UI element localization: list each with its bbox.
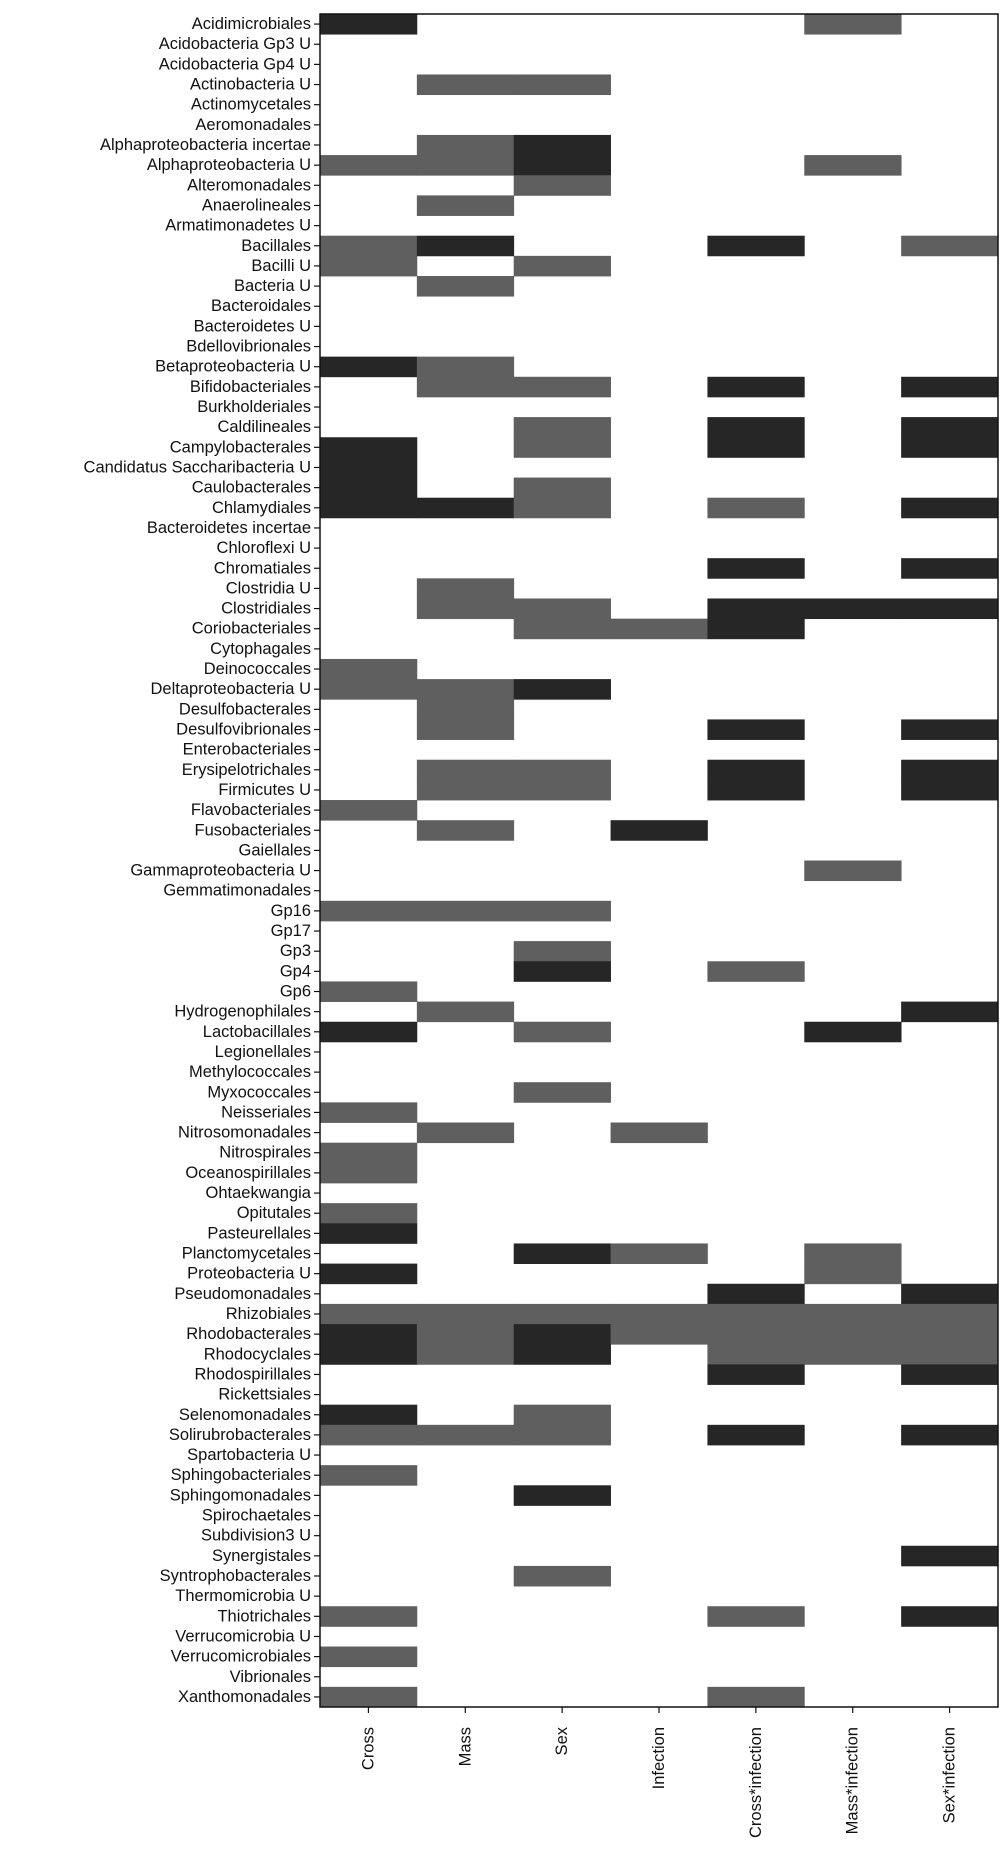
row-label: Bacteroidetes incertae <box>146 518 311 537</box>
heatmap-cell <box>514 941 611 962</box>
row-label: Nitrospirales <box>219 1143 311 1162</box>
row-label: Pasteurellales <box>207 1224 311 1243</box>
heatmap-cell <box>514 619 611 640</box>
row-label: Thiotrichales <box>217 1607 311 1626</box>
heatmap-cell <box>320 1304 417 1325</box>
row-label: Bacteroidetes U <box>193 317 311 336</box>
heatmap-cell <box>514 1082 611 1103</box>
heatmap-cell <box>514 1425 611 1446</box>
row-label: Syntrophobacterales <box>159 1566 311 1585</box>
heatmap-cell <box>707 377 804 398</box>
row-label: Bdellovibrionales <box>186 337 311 356</box>
heatmap-cell <box>417 598 514 619</box>
heatmap-cell <box>320 1102 417 1123</box>
heatmap-cell <box>901 1304 998 1325</box>
row-label: Anaerolineales <box>201 196 311 215</box>
row-label: Enterobacteriales <box>182 740 311 759</box>
row-label: Lactobacillales <box>202 1022 311 1041</box>
heatmap-cell <box>901 1284 998 1305</box>
heatmap-cell <box>320 236 417 257</box>
heatmap-cell <box>611 820 708 841</box>
heatmap-cell <box>320 256 417 277</box>
heatmap-cell <box>514 155 611 176</box>
heatmap-cell <box>901 760 998 781</box>
heatmap-cell <box>514 175 611 196</box>
row-label: Spartobacteria U <box>187 1446 311 1465</box>
column-label: Sex*infection <box>940 1727 959 1824</box>
heatmap-cell <box>417 820 514 841</box>
heatmap-cell <box>707 1324 804 1345</box>
heatmap-cell <box>417 155 514 176</box>
heatmap-cell <box>514 598 611 619</box>
row-label: Spirochaetales <box>201 1506 311 1525</box>
heatmap-cell <box>707 1284 804 1305</box>
row-label: Bacilli U <box>251 256 311 275</box>
row-label: Methylococcales <box>189 1063 311 1082</box>
row-label: Pseudomonadales <box>174 1284 311 1303</box>
heatmap-cell <box>320 498 417 519</box>
heatmap-cell <box>320 437 417 458</box>
heatmap-cell <box>611 1304 708 1325</box>
row-label: Fusobacteriales <box>194 821 311 840</box>
row-label: Xanthomonadales <box>177 1687 311 1706</box>
column-label: Sex <box>553 1727 572 1756</box>
heatmap-cell <box>611 619 708 640</box>
row-label: Verrucomicrobiales <box>170 1647 311 1666</box>
heatmap-cell <box>804 1344 901 1365</box>
heatmap-cell <box>514 377 611 398</box>
heatmap-cell <box>417 1324 514 1345</box>
row-label: Desulfobacterales <box>178 700 311 719</box>
heatmap-cell <box>320 981 417 1002</box>
row-label: Rickettsiales <box>218 1385 311 1404</box>
row-label: Chromatiales <box>213 559 311 578</box>
heatmap-cell <box>320 1324 417 1345</box>
row-label: Sphingomonadales <box>169 1486 311 1505</box>
heatmap-cell <box>514 1243 611 1264</box>
heatmap-cell <box>901 719 998 740</box>
row-label: Armatimonadetes U <box>165 216 311 235</box>
heatmap-cell <box>707 1425 804 1446</box>
heatmap-cell <box>707 1364 804 1385</box>
heatmap-cell <box>707 1687 804 1708</box>
row-label: Opitutales <box>236 1204 311 1223</box>
row-label: Gp17 <box>270 922 311 941</box>
heatmap-cell <box>804 1304 901 1325</box>
heatmap-cell <box>320 155 417 176</box>
row-label: Verrucomicrobia U <box>175 1627 311 1646</box>
heatmap-cell <box>707 558 804 579</box>
row-label: Candidatus Saccharibacteria U <box>83 458 311 477</box>
row-label: Bifidobacteriales <box>189 377 311 396</box>
heatmap-cell <box>804 14 901 35</box>
column-label: Cross*infection <box>746 1727 765 1838</box>
heatmap-cell <box>514 961 611 982</box>
heatmap-cell <box>320 800 417 821</box>
heatmap-cell <box>804 155 901 176</box>
row-label: Nitrosomonadales <box>178 1123 311 1142</box>
heatmap-cell <box>901 1344 998 1365</box>
heatmap-cell <box>707 417 804 438</box>
heatmap-cell <box>320 1163 417 1184</box>
row-label: Acidobacteria Gp4 U <box>158 55 311 74</box>
heatmap-cell <box>514 135 611 156</box>
row-label: Selenomonadales <box>178 1405 311 1424</box>
heatmap-cell <box>514 780 611 801</box>
heatmap-cell <box>417 679 514 700</box>
heatmap-cell <box>514 1022 611 1043</box>
heatmap-cell <box>707 1606 804 1627</box>
row-label: Bacillales <box>241 236 311 255</box>
row-label: Gp4 <box>279 962 311 981</box>
heatmap-cell <box>320 901 417 922</box>
heatmap-cell <box>901 1002 998 1023</box>
column-label: Mass*infection <box>843 1727 862 1835</box>
heatmap-cell <box>320 1465 417 1486</box>
heatmap-cell <box>707 236 804 257</box>
heatmap-cell <box>514 1324 611 1345</box>
row-label: Aeromonadales <box>195 115 311 134</box>
heatmap-cell <box>611 1324 708 1345</box>
row-label: Deinococcales <box>203 660 311 679</box>
row-label: Synergistales <box>211 1546 311 1565</box>
heatmap-cell <box>417 780 514 801</box>
heatmap-cell <box>514 901 611 922</box>
row-label: Erysipelotrichales <box>181 760 311 779</box>
row-label: Flavobacteriales <box>190 801 311 820</box>
row-label: Cytophagales <box>210 639 311 658</box>
heatmap-cell <box>901 1364 998 1385</box>
heatmap-cell <box>320 1425 417 1446</box>
row-label: Oceanospirillales <box>185 1163 311 1182</box>
heatmap-cell <box>514 760 611 781</box>
row-label: Solirubrobacterales <box>168 1425 311 1444</box>
column-labels <box>359 1707 958 1838</box>
row-label: Gp6 <box>279 982 311 1001</box>
heatmap-cell <box>707 619 804 640</box>
row-label: Campylobacterales <box>169 438 311 457</box>
heatmap-cell <box>514 256 611 277</box>
row-label: Alphaproteobacteria U <box>146 156 311 175</box>
heatmap-cell <box>901 377 998 398</box>
row-label: Alphaproteobacteria incertae <box>100 136 311 155</box>
heatmap-cell <box>901 1425 998 1446</box>
heatmap-cell <box>320 357 417 378</box>
heatmap-cell <box>320 1687 417 1708</box>
heatmap-cell <box>514 1566 611 1587</box>
heatmap-cell <box>417 1002 514 1023</box>
heatmap-cell <box>417 719 514 740</box>
row-label: Gammaproteobacteria U <box>130 861 311 880</box>
heatmap-cell <box>901 780 998 801</box>
row-label: Alteromonadales <box>187 176 311 195</box>
row-label: Acidimicrobiales <box>191 15 311 34</box>
heatmap-cell <box>514 1344 611 1365</box>
heatmap-cell <box>417 1304 514 1325</box>
row-label: Chloroflexi U <box>216 539 311 558</box>
row-label: Rhodobacterales <box>186 1325 311 1344</box>
row-label: Subdivision3 U <box>200 1526 311 1545</box>
heatmap-cell <box>611 1243 708 1264</box>
row-label: Thermomicrobia U <box>175 1587 311 1606</box>
heatmap-cell <box>320 457 417 478</box>
heatmap-cell <box>320 478 417 499</box>
column-label: Cross <box>359 1727 378 1771</box>
heatmap-cell <box>514 1304 611 1325</box>
row-label: Proteobacteria U <box>187 1264 311 1283</box>
row-label: Rhodocyclales <box>203 1345 311 1364</box>
heatmap-cell <box>320 1022 417 1043</box>
heatmap-cell <box>804 1324 901 1345</box>
heatmap-cell <box>901 498 998 519</box>
heatmap-cell <box>320 1223 417 1244</box>
heatmap-cell <box>804 1264 901 1285</box>
heatmap-cell <box>707 437 804 458</box>
row-label: Caulobacterales <box>191 478 311 497</box>
heatmap-cell <box>417 1123 514 1144</box>
heatmap-cell <box>804 598 901 619</box>
heatmap-cell <box>417 498 514 519</box>
heatmap-cell <box>320 679 417 700</box>
heatmap-cell <box>901 558 998 579</box>
row-label: Clostridia U <box>225 579 311 598</box>
heatmap-cell <box>417 1425 514 1446</box>
heatmap-cell <box>611 1123 708 1144</box>
row-label: Coriobacteriales <box>191 619 311 638</box>
heatmap-cell <box>707 598 804 619</box>
heatmap-cell <box>707 1304 804 1325</box>
row-label: Neisseriales <box>221 1103 311 1122</box>
heatmap-cell <box>514 478 611 499</box>
row-label: Chlamydiales <box>211 498 311 517</box>
row-label: Gp16 <box>270 901 311 920</box>
row-label: Myxococcales <box>207 1083 311 1102</box>
heatmap-cell <box>417 377 514 398</box>
row-label: Ohtaekwangia <box>205 1184 311 1203</box>
row-label: Desulfovibrionales <box>176 720 311 739</box>
row-label: Clostridiales <box>221 599 311 618</box>
heatmap-cell <box>901 1324 998 1345</box>
heatmap-cell <box>514 437 611 458</box>
heatmap-cell <box>320 1264 417 1285</box>
heatmap-cell <box>417 276 514 297</box>
heatmap-cell <box>901 1606 998 1627</box>
heatmap-cell <box>514 679 611 700</box>
row-label: Actinomycetales <box>190 95 311 114</box>
row-label: Bacteria U <box>233 277 311 296</box>
row-label: Rhodospirillales <box>194 1365 311 1384</box>
heatmap-cell <box>320 1143 417 1164</box>
heatmap-cell <box>417 1344 514 1365</box>
heatmap-cell <box>320 1203 417 1224</box>
heatmap-cell <box>901 1546 998 1567</box>
heatmap-cell <box>804 1243 901 1264</box>
row-label: Bacteroidales <box>211 297 311 316</box>
row-label: Legionellales <box>214 1042 311 1061</box>
row-label: Hydrogenophilales <box>174 1002 311 1021</box>
row-labels <box>84 15 320 1706</box>
row-label: Acidobacteria Gp3 U <box>158 35 311 54</box>
heatmap-cell <box>417 236 514 257</box>
heatmap-cell <box>901 417 998 438</box>
row-label: Gp3 <box>279 942 311 961</box>
heatmap-cell <box>707 719 804 740</box>
heatmap-cell <box>707 1344 804 1365</box>
heatmap-cell <box>320 659 417 680</box>
row-label: Rhizobiales <box>225 1304 311 1323</box>
heatmap-cell <box>320 1405 417 1426</box>
row-label: Gaiellales <box>238 841 311 860</box>
heatmap-cell <box>707 961 804 982</box>
heatmap-cell <box>417 195 514 216</box>
heatmap-cell <box>514 1485 611 1506</box>
heatmap-cell <box>514 74 611 95</box>
heatmap-cell <box>707 760 804 781</box>
heatmap-cell <box>707 780 804 801</box>
heatmap-cell <box>320 1647 417 1668</box>
heatmap-cell <box>514 1405 611 1426</box>
heatmap-cell <box>417 74 514 95</box>
heatmap-cell <box>417 901 514 922</box>
heatmap-cell <box>707 498 804 519</box>
row-label: Firmicutes U <box>218 780 311 799</box>
row-label: Deltaproteobacteria U <box>150 680 311 699</box>
row-label: Burkholderiales <box>197 398 311 417</box>
heatmap-cell <box>417 760 514 781</box>
heatmap-cell <box>514 417 611 438</box>
row-label: Vibrionales <box>229 1667 311 1686</box>
heatmap-cell <box>417 699 514 720</box>
heatmap-cell <box>320 1344 417 1365</box>
heatmap-cell <box>804 861 901 882</box>
column-label: Mass <box>456 1727 475 1767</box>
heatmap-cell <box>320 1606 417 1627</box>
row-label: Actinobacteria U <box>189 75 311 94</box>
column-label: Infection <box>650 1727 668 1790</box>
row-label: Caldilineales <box>217 418 311 437</box>
heatmap-cell <box>901 437 998 458</box>
heatmap-cell <box>320 14 417 35</box>
row-label: Betaproteobacteria U <box>155 357 311 376</box>
row-label: Gemmatimonadales <box>163 881 311 900</box>
heatmap-cell <box>417 135 514 156</box>
heatmap-cell <box>514 498 611 519</box>
heatmap-cell <box>417 357 514 378</box>
heatmap-cell <box>901 598 998 619</box>
heatmap-cell <box>901 236 998 257</box>
heatmap-cell <box>417 578 514 599</box>
heatmap-cell <box>804 1022 901 1043</box>
heatmap-cells <box>320 14 998 1707</box>
row-label: Sphingobacteriales <box>170 1466 311 1485</box>
row-label: Planctomycetales <box>181 1244 311 1263</box>
